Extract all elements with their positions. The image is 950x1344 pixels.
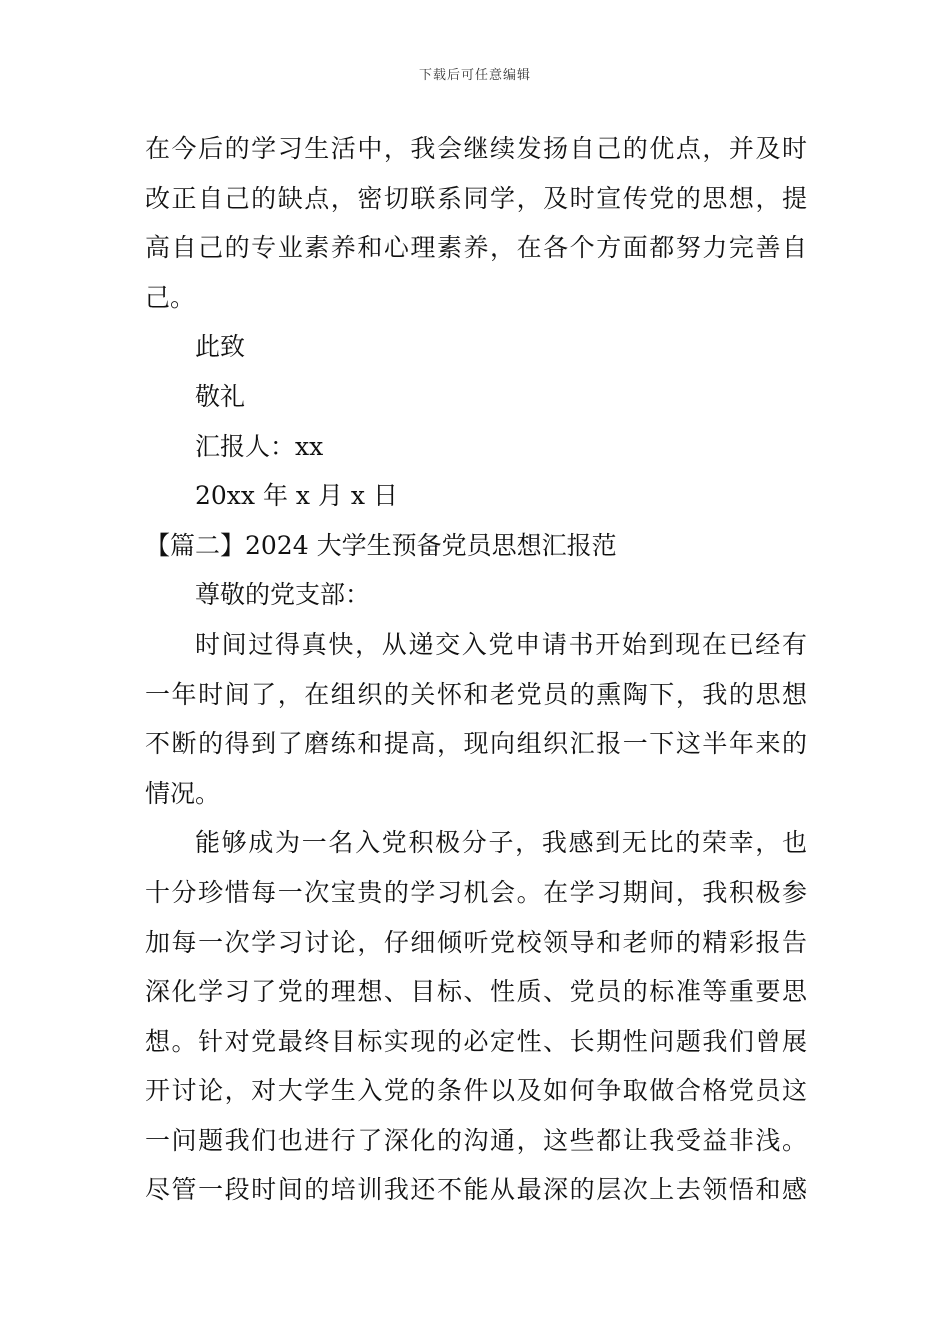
- text-line: 尽管一段时间的培训我还不能从最深的层次上去领悟和感: [145, 1175, 807, 1205]
- header-note: 下载后可任意编辑: [418, 68, 531, 83]
- text-line: 深化学习了党的理想、目标、性质、党员的标准等重要思: [145, 977, 807, 1007]
- text-line: 高自己的专业素养和心理素养，在各个方面都努力完善自: [145, 233, 807, 263]
- text-line: 能够成为一名入党积极分子，我感到无比的荣幸，也: [195, 828, 807, 858]
- document-body: [145, 124, 807, 1215]
- text-line: 不断的得到了磨练和提高，现向组织汇报一下这半年来的: [145, 729, 807, 759]
- section-heading: 【篇二】2024 大学生预备党员思想汇报范: [145, 530, 617, 560]
- text-line: 加每一次学习讨论，仔细倾听党校领导和老师的精彩报告: [145, 927, 807, 957]
- reporter-line: 汇报人：xx: [195, 431, 324, 461]
- text-line: 情况。: [145, 778, 221, 808]
- closing-salutation: 此致: [195, 332, 246, 362]
- salutation-line: 尊敬的党支部：: [195, 580, 371, 610]
- text-line: 己。: [145, 282, 196, 312]
- text-line: 在今后的学习生活中，我会继续发扬自己的优点，并及时: [145, 134, 807, 163]
- text-line: 一年时间了，在组织的关怀和老党员的熏陶下，我的思想: [145, 679, 807, 709]
- date-line: 20xx 年 x 月 x 日: [195, 481, 398, 511]
- text-line: 改正自己的缺点，密切联系同学，及时宣传党的思想，提: [145, 183, 807, 213]
- closing-regards: 敬礼: [195, 381, 246, 411]
- text-line: 开讨论，对大学生入党的条件以及如何争取做合格党员这: [145, 1076, 807, 1106]
- text-line: 想。针对党最终目标实现的必定性、长期性问题我们曾展: [145, 1026, 807, 1056]
- text-line: 时间过得真快，从递交入党申请书开始到现在已经有: [195, 629, 807, 659]
- text-line: 一问题我们也进行了深化的沟通，这些都让我受益非浅。: [145, 1125, 807, 1155]
- text-line: 十分珍惜每一次宝贵的学习机会。在学习期间，我积极参: [145, 877, 807, 907]
